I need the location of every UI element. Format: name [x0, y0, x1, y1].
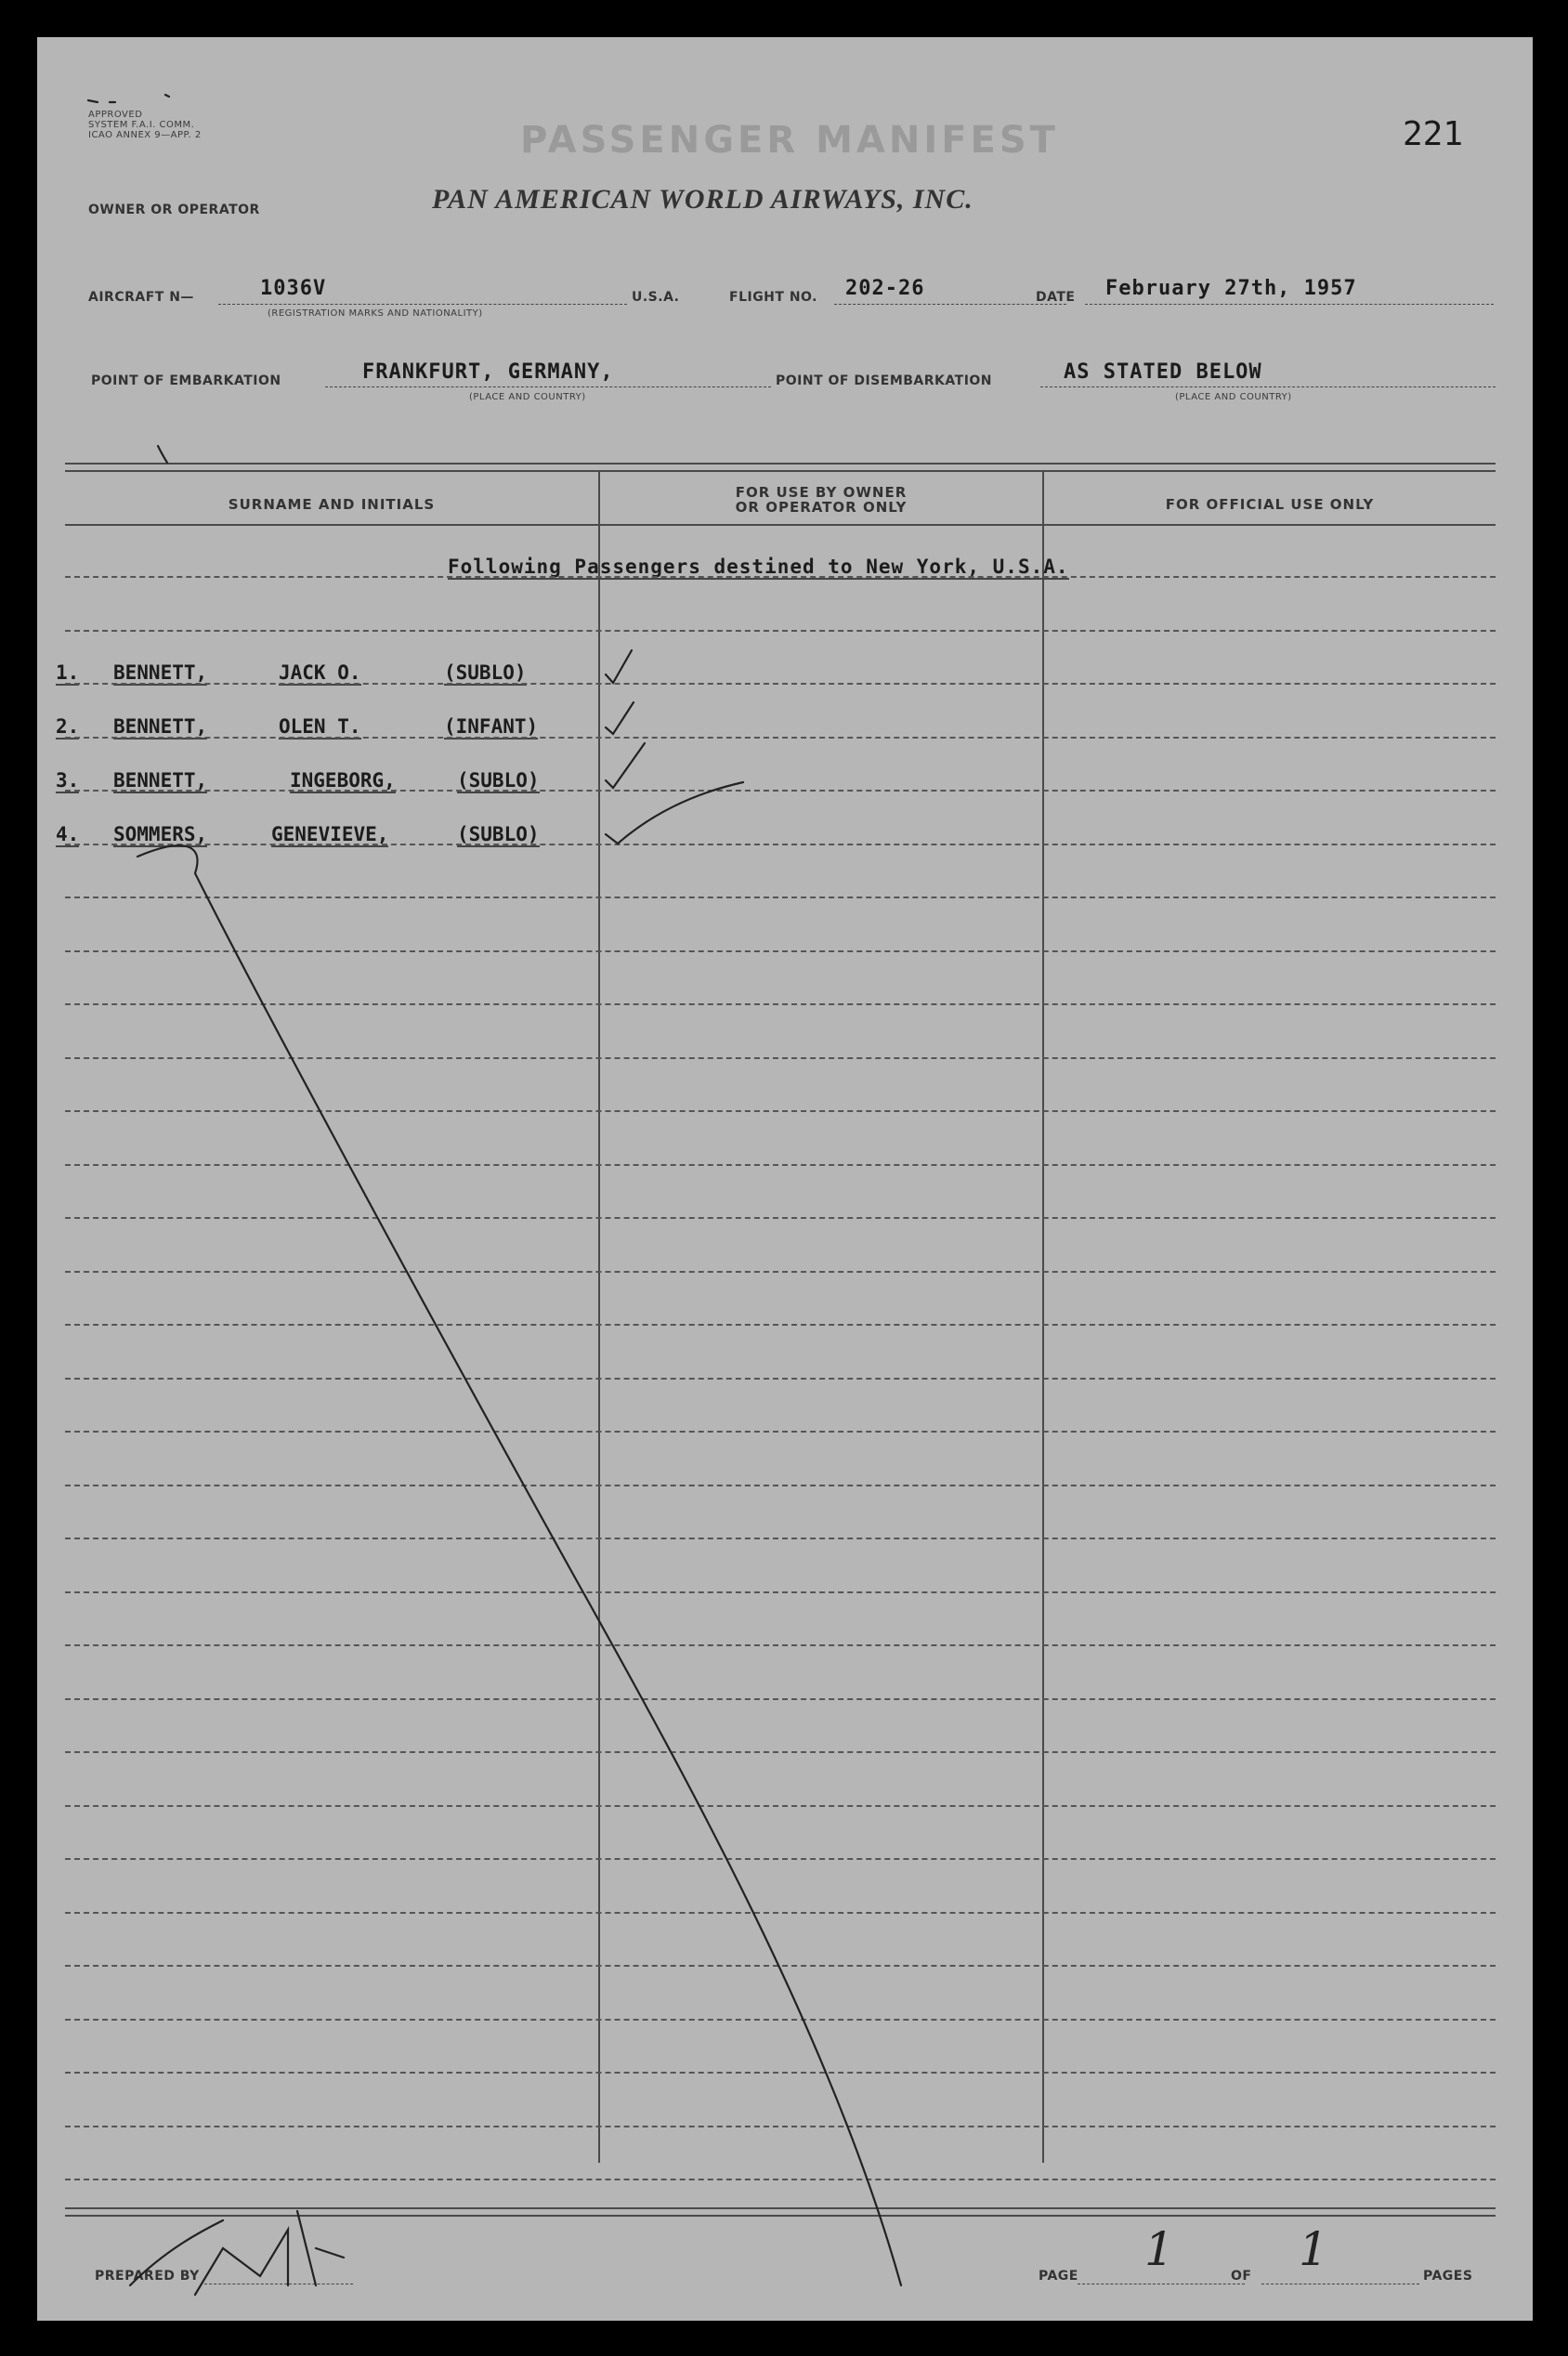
embark-caption: (PLACE AND COUNTRY)	[469, 392, 586, 402]
passenger-number: 2.	[56, 715, 80, 738]
column-header-surname: SURNAME AND INITIALS	[228, 496, 436, 513]
check-mark	[606, 650, 632, 683]
check-mark	[606, 782, 743, 844]
passenger-surname: BENNETT,	[113, 661, 208, 684]
flight-label: FLIGHT NO.	[729, 290, 817, 305]
passenger-number: 3.	[56, 769, 80, 792]
passenger-status: (SUBLO)	[444, 661, 527, 684]
passenger-given: JACK O.	[279, 661, 361, 684]
approval-line: SYSTEM F.A.I. COMM.	[88, 120, 195, 130]
flight-value: 202-26	[845, 277, 925, 300]
of-label: OF	[1231, 2269, 1252, 2284]
manifest-sheet	[37, 37, 1533, 2321]
check-mark	[606, 743, 645, 788]
passenger-number: 4.	[56, 823, 80, 845]
handwriting-overlay	[37, 37, 1533, 2321]
approval-line: ICAO ANNEX 9—APP. 2	[88, 130, 202, 140]
page-value: 1	[1144, 2222, 1174, 2276]
date-label: DATE	[1036, 290, 1076, 305]
passenger-status: (SUBLO)	[457, 823, 540, 845]
registration-caption: (REGISTRATION MARKS AND NATIONALITY)	[268, 308, 483, 319]
passenger-surname: BENNETT,	[113, 769, 208, 792]
column-header-official: FOR OFFICIAL USE ONLY	[1165, 496, 1375, 513]
destination-note: Following Passengers destined to New York, U.S.A.	[448, 556, 1069, 578]
passenger-status: (INFANT)	[444, 715, 539, 738]
disembark-label: POINT OF DISEMBARKATION	[776, 373, 993, 388]
column-header-owner-line: OR OPERATOR ONLY	[735, 499, 908, 516]
operator-name: PAN AMERICAN WORLD AIRWAYS, INC.	[432, 184, 973, 215]
page-number: 221	[1403, 115, 1464, 153]
of-value: 1	[1299, 2222, 1328, 2276]
check-mark	[606, 702, 634, 734]
passenger-status: (SUBLO)	[457, 769, 540, 792]
page-label: PAGE	[1039, 2269, 1078, 2284]
strike-line	[137, 845, 901, 2285]
pages-label: PAGES	[1423, 2269, 1473, 2284]
disembark-caption: (PLACE AND COUNTRY)	[1175, 392, 1292, 402]
date-value: February 27th, 1957	[1105, 277, 1357, 300]
owner-label: OWNER OR OPERATOR	[88, 203, 260, 217]
passenger-given: GENEVIEVE,	[271, 823, 389, 845]
column-header-owner-line: FOR USE BY OWNER	[735, 484, 908, 501]
disembark-value: AS STATED BELOW	[1064, 360, 1262, 384]
passenger-surname: BENNETT,	[113, 715, 208, 738]
aircraft-label: AIRCRAFT N—	[88, 290, 194, 305]
embark-label: POINT OF EMBARKATION	[91, 373, 281, 388]
aircraft-value: 1036V	[260, 277, 327, 300]
page-title: PASSENGER MANIFEST	[520, 119, 1059, 162]
signature	[130, 2211, 344, 2295]
stray-mark	[158, 446, 167, 463]
prepared-by-label: PREPARED BY	[95, 2269, 200, 2284]
passenger-given: OLEN T.	[279, 715, 361, 738]
passenger-number: 1.	[56, 661, 80, 684]
usa-label: U.S.A.	[632, 290, 680, 305]
stray-mark	[88, 95, 169, 102]
passenger-surname: SOMMERS,	[113, 823, 208, 845]
approval-line: APPROVED	[88, 110, 143, 120]
embark-value: FRANKFURT, GERMANY,	[362, 360, 614, 384]
passenger-given: INGEBORG,	[290, 769, 396, 792]
